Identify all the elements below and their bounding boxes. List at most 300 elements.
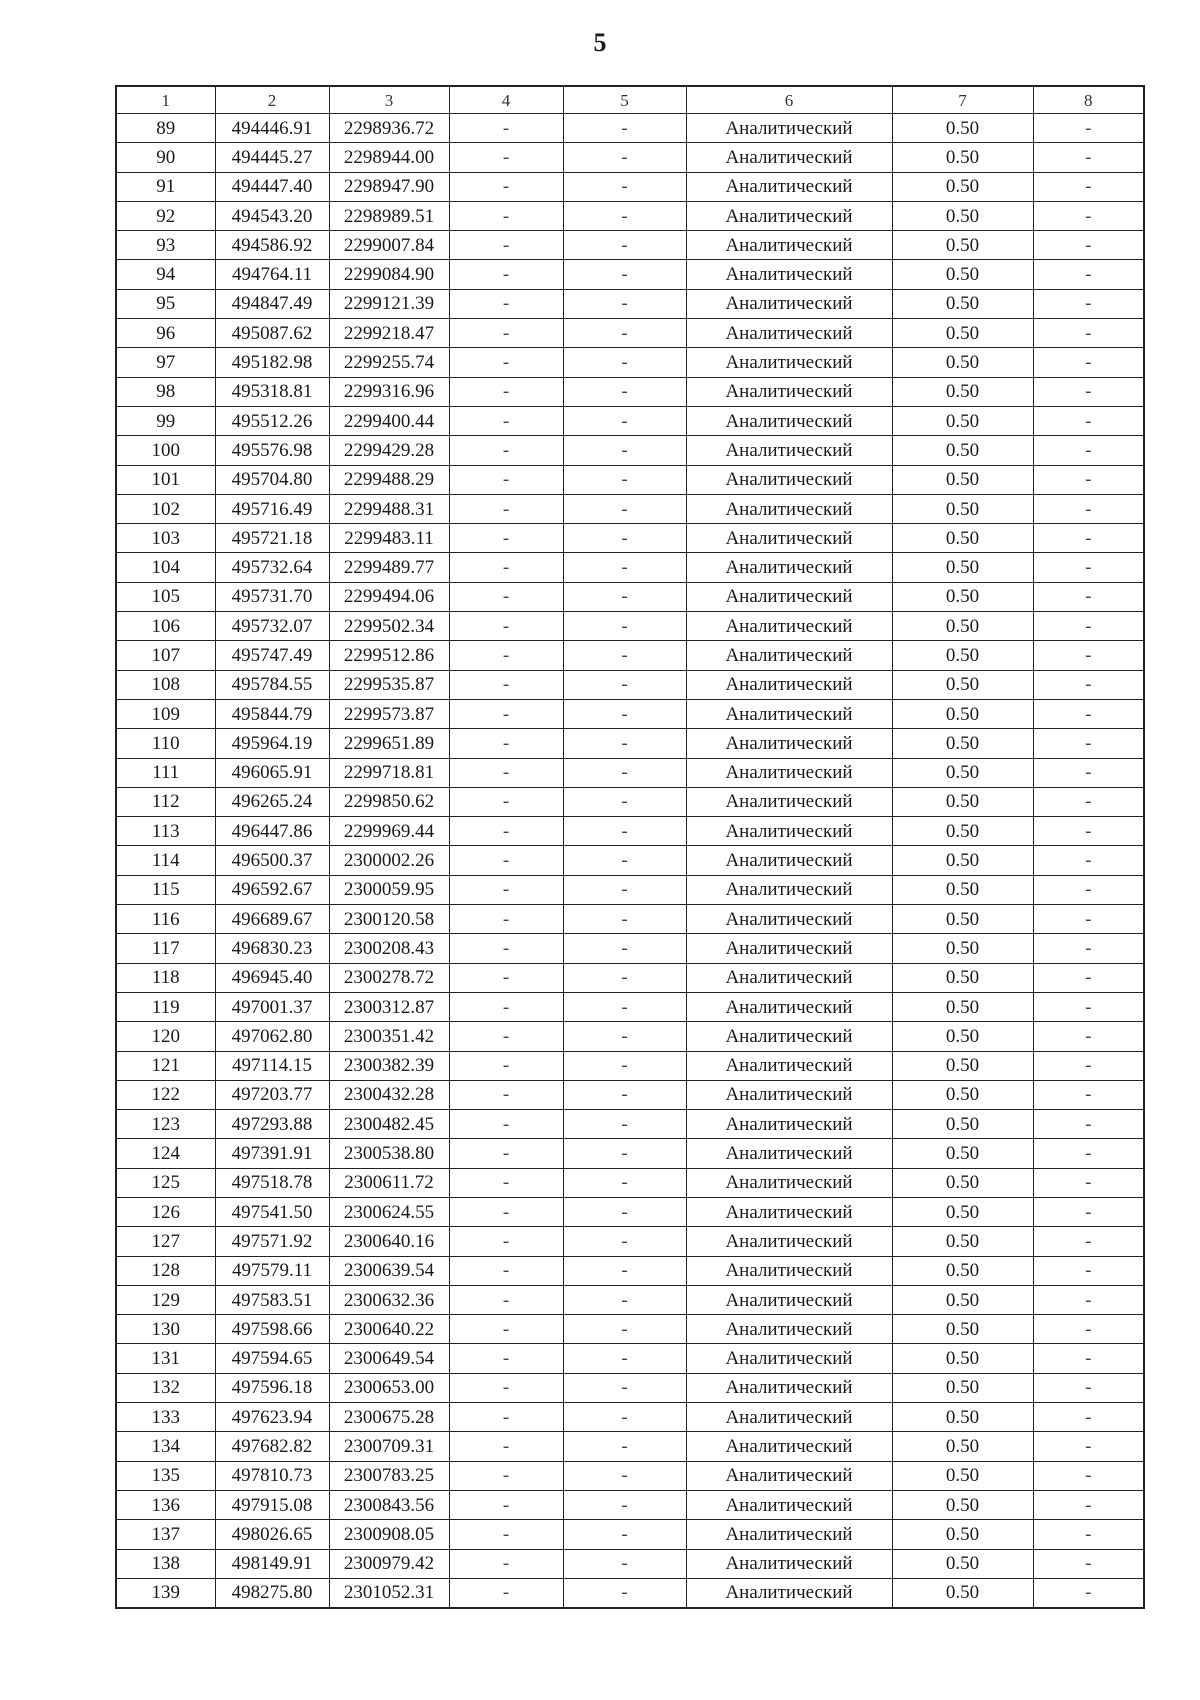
cell-coord-x: 497810.73 [215, 1461, 329, 1490]
cell-coord-y: 2300208.43 [329, 934, 449, 963]
cell-col-4: - [449, 1051, 563, 1080]
table-row [116, 1285, 1144, 1314]
cell-point-number: 107 [116, 641, 215, 670]
column-header-6: 6 [686, 86, 892, 114]
cell-coord-x: 497114.15 [215, 1051, 329, 1080]
cell-coord-y: 2300843.56 [329, 1490, 449, 1519]
column-header-7: 7 [892, 86, 1033, 114]
cell-col-8: - [1033, 641, 1144, 670]
cell-col-5: - [563, 582, 686, 611]
cell-coord-y: 2300278.72 [329, 963, 449, 992]
cell-col-4: - [449, 1197, 563, 1226]
cell-method: Аналитический [686, 875, 892, 904]
cell-col-4: - [449, 172, 563, 201]
cell-point-number: 137 [116, 1520, 215, 1549]
cell-accuracy: 0.50 [892, 1022, 1033, 1051]
cell-coord-x: 495318.81 [215, 377, 329, 406]
cell-coord-y: 2300632.36 [329, 1285, 449, 1314]
cell-accuracy: 0.50 [892, 114, 1033, 143]
cell-method: Аналитический [686, 1403, 892, 1432]
cell-col-8: - [1033, 406, 1144, 435]
cell-method: Аналитический [686, 465, 892, 494]
cell-col-4: - [449, 143, 563, 172]
cell-col-5: - [563, 934, 686, 963]
cell-coord-x: 495512.26 [215, 406, 329, 435]
cell-col-8: - [1033, 1373, 1144, 1402]
cell-coord-x: 495731.70 [215, 582, 329, 611]
cell-col-5: - [563, 1139, 686, 1168]
cell-col-4: - [449, 846, 563, 875]
cell-method: Аналитический [686, 1139, 892, 1168]
table-row [116, 1227, 1144, 1256]
cell-method: Аналитический [686, 787, 892, 816]
cell-col-4: - [449, 963, 563, 992]
cell-point-number: 114 [116, 846, 215, 875]
column-header-3: 3 [329, 86, 449, 114]
cell-coord-y: 2300432.28 [329, 1080, 449, 1109]
cell-accuracy: 0.50 [892, 699, 1033, 728]
cell-col-8: - [1033, 1490, 1144, 1519]
cell-col-5: - [563, 524, 686, 553]
cell-method: Аналитический [686, 1549, 892, 1578]
cell-col-5: - [563, 963, 686, 992]
cell-method: Аналитический [686, 172, 892, 201]
cell-col-5: - [563, 348, 686, 377]
cell-point-number: 108 [116, 670, 215, 699]
cell-method: Аналитический [686, 1520, 892, 1549]
cell-coord-y: 2300611.72 [329, 1168, 449, 1197]
table-row [116, 1344, 1144, 1373]
cell-col-5: - [563, 143, 686, 172]
cell-col-5: - [563, 406, 686, 435]
cell-col-8: - [1033, 377, 1144, 406]
table-row [116, 641, 1144, 670]
cell-coord-x: 496945.40 [215, 963, 329, 992]
table-row [116, 612, 1144, 641]
table-row [116, 875, 1144, 904]
cell-point-number: 101 [116, 465, 215, 494]
cell-col-8: - [1033, 553, 1144, 582]
cell-col-5: - [563, 553, 686, 582]
cell-col-5: - [563, 172, 686, 201]
cell-method: Аналитический [686, 699, 892, 728]
cell-col-5: - [563, 465, 686, 494]
cell-coord-y: 2300649.54 [329, 1344, 449, 1373]
cell-col-5: - [563, 289, 686, 318]
cell-method: Аналитический [686, 377, 892, 406]
table-row [116, 524, 1144, 553]
cell-coord-x: 497594.65 [215, 1344, 329, 1373]
cell-coord-y: 2299316.96 [329, 377, 449, 406]
cell-coord-x: 494586.92 [215, 231, 329, 260]
column-header-4: 4 [449, 86, 563, 114]
table-row [116, 319, 1144, 348]
cell-method: Аналитический [686, 524, 892, 553]
cell-col-4: - [449, 1256, 563, 1285]
cell-coord-x: 495784.55 [215, 670, 329, 699]
cell-coord-x: 497001.37 [215, 992, 329, 1021]
cell-accuracy: 0.50 [892, 1432, 1033, 1461]
cell-coord-y: 2298989.51 [329, 201, 449, 230]
table-row [116, 1168, 1144, 1197]
table-row [116, 1490, 1144, 1519]
cell-point-number: 139 [116, 1578, 215, 1608]
cell-coord-y: 2299489.77 [329, 553, 449, 582]
cell-accuracy: 0.50 [892, 172, 1033, 201]
cell-coord-x: 496830.23 [215, 934, 329, 963]
cell-coord-y: 2299483.11 [329, 524, 449, 553]
cell-col-8: - [1033, 992, 1144, 1021]
cell-method: Аналитический [686, 553, 892, 582]
cell-col-4: - [449, 1432, 563, 1461]
cell-col-4: - [449, 201, 563, 230]
cell-method: Аналитический [686, 319, 892, 348]
cell-col-8: - [1033, 1022, 1144, 1051]
cell-col-4: - [449, 465, 563, 494]
cell-col-5: - [563, 670, 686, 699]
cell-col-5: - [563, 1403, 686, 1432]
cell-coord-y: 2299255.74 [329, 348, 449, 377]
cell-point-number: 117 [116, 934, 215, 963]
table-row [116, 172, 1144, 201]
table-row [116, 465, 1144, 494]
cell-coord-x: 497579.11 [215, 1256, 329, 1285]
cell-accuracy: 0.50 [892, 1490, 1033, 1519]
cell-coord-y: 2300908.05 [329, 1520, 449, 1549]
cell-coord-x: 496592.67 [215, 875, 329, 904]
cell-method: Аналитический [686, 260, 892, 289]
cell-col-5: - [563, 114, 686, 143]
cell-col-5: - [563, 699, 686, 728]
cell-col-5: - [563, 787, 686, 816]
cell-col-4: - [449, 787, 563, 816]
cell-coord-x: 498026.65 [215, 1520, 329, 1549]
table-row [116, 992, 1144, 1021]
cell-col-8: - [1033, 1110, 1144, 1139]
cell-method: Аналитический [686, 612, 892, 641]
page-number: 5 [593, 28, 607, 57]
coordinates-table [115, 85, 1145, 1609]
cell-col-4: - [449, 582, 563, 611]
cell-col-4: - [449, 1461, 563, 1490]
cell-col-4: - [449, 319, 563, 348]
cell-col-4: - [449, 612, 563, 641]
table-row [116, 934, 1144, 963]
cell-col-8: - [1033, 787, 1144, 816]
cell-col-8: - [1033, 1051, 1144, 1080]
cell-accuracy: 0.50 [892, 758, 1033, 787]
table-row [116, 436, 1144, 465]
cell-accuracy: 0.50 [892, 1197, 1033, 1226]
cell-col-5: - [563, 494, 686, 523]
cell-method: Аналитический [686, 1578, 892, 1608]
cell-method: Аналитический [686, 143, 892, 172]
cell-method: Аналитический [686, 1227, 892, 1256]
cell-accuracy: 0.50 [892, 670, 1033, 699]
cell-accuracy: 0.50 [892, 1520, 1033, 1549]
cell-coord-x: 497391.91 [215, 1139, 329, 1168]
cell-accuracy: 0.50 [892, 612, 1033, 641]
cell-coord-x: 497583.51 [215, 1285, 329, 1314]
cell-col-8: - [1033, 231, 1144, 260]
table-row [116, 348, 1144, 377]
cell-coord-x: 494764.11 [215, 260, 329, 289]
cell-col-4: - [449, 553, 563, 582]
cell-accuracy: 0.50 [892, 377, 1033, 406]
cell-coord-y: 2299512.86 [329, 641, 449, 670]
cell-point-number: 99 [116, 406, 215, 435]
cell-coord-x: 494847.49 [215, 289, 329, 318]
cell-col-8: - [1033, 114, 1144, 143]
table-row [116, 758, 1144, 787]
cell-col-5: - [563, 1432, 686, 1461]
cell-coord-x: 495732.64 [215, 553, 329, 582]
cell-method: Аналитический [686, 1432, 892, 1461]
cell-accuracy: 0.50 [892, 641, 1033, 670]
cell-point-number: 96 [116, 319, 215, 348]
cell-accuracy: 0.50 [892, 231, 1033, 260]
cell-point-number: 98 [116, 377, 215, 406]
cell-col-5: - [563, 1227, 686, 1256]
cell-accuracy: 0.50 [892, 963, 1033, 992]
table-row [116, 377, 1144, 406]
cell-point-number: 112 [116, 787, 215, 816]
cell-accuracy: 0.50 [892, 524, 1033, 553]
cell-col-5: - [563, 377, 686, 406]
cell-point-number: 122 [116, 1080, 215, 1109]
cell-col-4: - [449, 1168, 563, 1197]
table-row [116, 406, 1144, 435]
cell-point-number: 103 [116, 524, 215, 553]
cell-accuracy: 0.50 [892, 992, 1033, 1021]
table-row [116, 699, 1144, 728]
cell-col-5: - [563, 1051, 686, 1080]
cell-method: Аналитический [686, 494, 892, 523]
cell-col-5: - [563, 231, 686, 260]
cell-coord-y: 2299850.62 [329, 787, 449, 816]
table-row [116, 729, 1144, 758]
table-row [116, 143, 1144, 172]
column-header-2: 2 [215, 86, 329, 114]
cell-point-number: 127 [116, 1227, 215, 1256]
cell-col-5: - [563, 992, 686, 1021]
cell-point-number: 105 [116, 582, 215, 611]
cell-point-number: 128 [116, 1256, 215, 1285]
cell-col-8: - [1033, 1549, 1144, 1578]
cell-col-8: - [1033, 1197, 1144, 1226]
cell-col-5: - [563, 1549, 686, 1578]
cell-col-8: - [1033, 260, 1144, 289]
cell-col-5: - [563, 846, 686, 875]
cell-accuracy: 0.50 [892, 1403, 1033, 1432]
cell-method: Аналитический [686, 289, 892, 318]
cell-accuracy: 0.50 [892, 905, 1033, 934]
table-row [116, 1197, 1144, 1226]
cell-method: Аналитический [686, 846, 892, 875]
cell-coord-x: 498149.91 [215, 1549, 329, 1578]
cell-coord-y: 2300640.22 [329, 1315, 449, 1344]
cell-method: Аналитический [686, 1051, 892, 1080]
cell-col-5: - [563, 1461, 686, 1490]
cell-col-5: - [563, 1373, 686, 1402]
cell-col-5: - [563, 729, 686, 758]
cell-coord-x: 497623.94 [215, 1403, 329, 1432]
table-row [116, 1578, 1144, 1608]
table-row [116, 114, 1144, 143]
cell-accuracy: 0.50 [892, 553, 1033, 582]
table-row [116, 1256, 1144, 1285]
table-row [116, 494, 1144, 523]
cell-coord-y: 2300538.80 [329, 1139, 449, 1168]
cell-col-5: - [563, 641, 686, 670]
cell-col-4: - [449, 1373, 563, 1402]
cell-col-4: - [449, 1315, 563, 1344]
cell-coord-y: 2299651.89 [329, 729, 449, 758]
cell-col-8: - [1033, 670, 1144, 699]
table-row [116, 553, 1144, 582]
cell-point-number: 131 [116, 1344, 215, 1373]
cell-coord-x: 496065.91 [215, 758, 329, 787]
cell-point-number: 104 [116, 553, 215, 582]
cell-point-number: 129 [116, 1285, 215, 1314]
cell-coord-y: 2299502.34 [329, 612, 449, 641]
cell-accuracy: 0.50 [892, 817, 1033, 846]
cell-col-8: - [1033, 319, 1144, 348]
cell-coord-x: 497293.88 [215, 1110, 329, 1139]
cell-col-4: - [449, 758, 563, 787]
cell-method: Аналитический [686, 905, 892, 934]
cell-coord-x: 497915.08 [215, 1490, 329, 1519]
cell-method: Аналитический [686, 1256, 892, 1285]
cell-coord-x: 495732.07 [215, 612, 329, 641]
cell-col-5: - [563, 817, 686, 846]
column-header-8: 8 [1033, 86, 1144, 114]
table-row [116, 1373, 1144, 1402]
cell-method: Аналитический [686, 670, 892, 699]
cell-col-5: - [563, 612, 686, 641]
cell-col-4: - [449, 1344, 563, 1373]
table-row [116, 1432, 1144, 1461]
cell-col-5: - [563, 875, 686, 904]
cell-method: Аналитический [686, 1110, 892, 1139]
cell-col-4: - [449, 699, 563, 728]
cell-point-number: 102 [116, 494, 215, 523]
cell-coord-y: 2299400.44 [329, 406, 449, 435]
cell-coord-x: 495844.79 [215, 699, 329, 728]
cell-coord-y: 2300675.28 [329, 1403, 449, 1432]
cell-col-4: - [449, 1285, 563, 1314]
table-row [116, 963, 1144, 992]
cell-col-8: - [1033, 875, 1144, 904]
cell-accuracy: 0.50 [892, 934, 1033, 963]
cell-col-8: - [1033, 494, 1144, 523]
cell-col-8: - [1033, 1403, 1144, 1432]
cell-point-number: 91 [116, 172, 215, 201]
table-row [116, 1080, 1144, 1109]
cell-point-number: 94 [116, 260, 215, 289]
cell-method: Аналитический [686, 641, 892, 670]
cell-method: Аналитический [686, 1490, 892, 1519]
cell-col-5: - [563, 1168, 686, 1197]
cell-col-8: - [1033, 436, 1144, 465]
cell-col-5: - [563, 1022, 686, 1051]
cell-col-5: - [563, 758, 686, 787]
cell-accuracy: 0.50 [892, 729, 1033, 758]
cell-coord-y: 2300979.42 [329, 1549, 449, 1578]
cell-col-4: - [449, 289, 563, 318]
cell-coord-y: 2300312.87 [329, 992, 449, 1021]
cell-accuracy: 0.50 [892, 436, 1033, 465]
cell-method: Аналитический [686, 992, 892, 1021]
table-row [116, 289, 1144, 318]
cell-col-8: - [1033, 524, 1144, 553]
cell-accuracy: 0.50 [892, 582, 1033, 611]
cell-col-4: - [449, 1549, 563, 1578]
cell-point-number: 110 [116, 729, 215, 758]
cell-col-8: - [1033, 289, 1144, 318]
cell-accuracy: 0.50 [892, 319, 1033, 348]
column-header-1: 1 [116, 86, 215, 114]
cell-col-5: - [563, 1256, 686, 1285]
cell-col-4: - [449, 992, 563, 1021]
cell-col-8: - [1033, 582, 1144, 611]
table-row [116, 1110, 1144, 1139]
cell-coord-x: 495716.49 [215, 494, 329, 523]
cell-col-5: - [563, 1285, 686, 1314]
cell-col-8: - [1033, 905, 1144, 934]
table-row [116, 1315, 1144, 1344]
cell-method: Аналитический [686, 582, 892, 611]
cell-coord-y: 2298936.72 [329, 114, 449, 143]
cell-col-8: - [1033, 465, 1144, 494]
cell-coord-x: 497571.92 [215, 1227, 329, 1256]
cell-col-5: - [563, 201, 686, 230]
cell-col-5: - [563, 1315, 686, 1344]
cell-col-4: - [449, 494, 563, 523]
cell-coord-y: 2298947.90 [329, 172, 449, 201]
cell-col-5: - [563, 436, 686, 465]
cell-col-4: - [449, 348, 563, 377]
cell-point-number: 113 [116, 817, 215, 846]
cell-accuracy: 0.50 [892, 201, 1033, 230]
cell-coord-x: 497062.80 [215, 1022, 329, 1051]
cell-accuracy: 0.50 [892, 1285, 1033, 1314]
cell-col-5: - [563, 1080, 686, 1109]
cell-accuracy: 0.50 [892, 289, 1033, 318]
cell-point-number: 123 [116, 1110, 215, 1139]
cell-coord-y: 2299121.39 [329, 289, 449, 318]
cell-col-5: - [563, 905, 686, 934]
table-row [116, 905, 1144, 934]
table-row [116, 1549, 1144, 1578]
cell-coord-x: 496447.86 [215, 817, 329, 846]
cell-col-8: - [1033, 1168, 1144, 1197]
cell-col-8: - [1033, 963, 1144, 992]
cell-point-number: 134 [116, 1432, 215, 1461]
cell-point-number: 132 [116, 1373, 215, 1402]
cell-coord-y: 2299429.28 [329, 436, 449, 465]
cell-col-4: - [449, 905, 563, 934]
cell-col-4: - [449, 641, 563, 670]
cell-coord-x: 495964.19 [215, 729, 329, 758]
cell-col-8: - [1033, 1227, 1144, 1256]
cell-col-4: - [449, 729, 563, 758]
cell-coord-y: 2300382.39 [329, 1051, 449, 1080]
table-row [116, 817, 1144, 846]
cell-accuracy: 0.50 [892, 1080, 1033, 1109]
table-row [116, 1022, 1144, 1051]
table-row [116, 1520, 1144, 1549]
